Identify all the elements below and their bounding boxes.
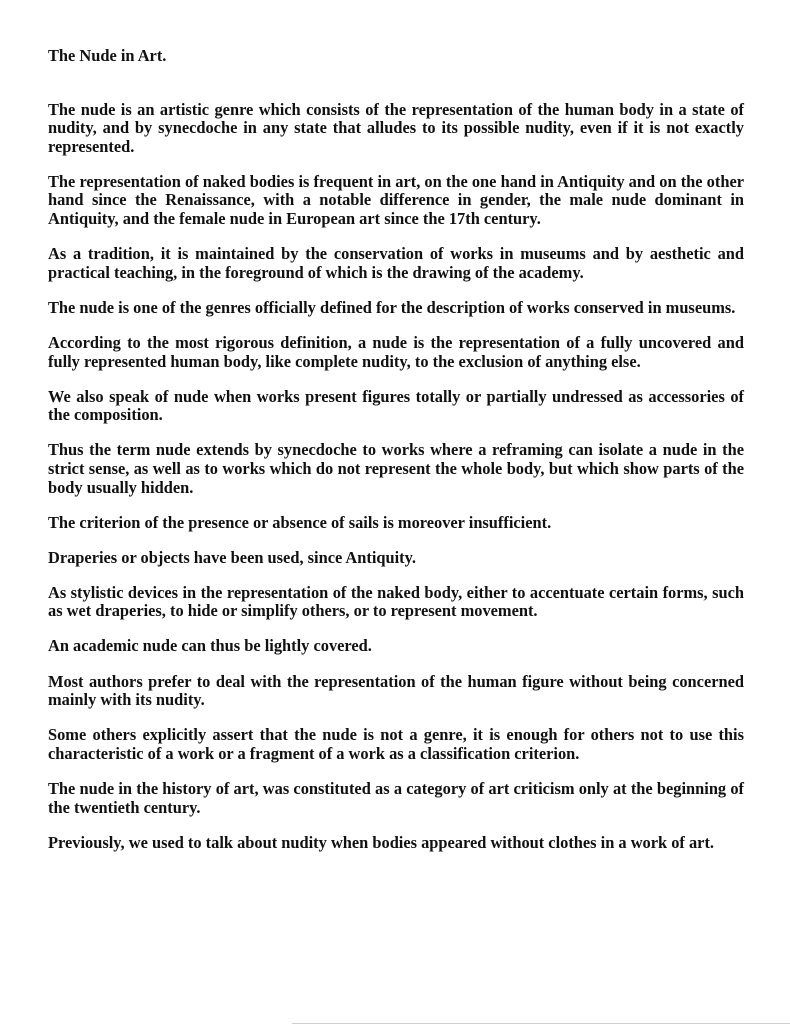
paragraph-9: Draperies or objects have been used, since Antiquity. (48, 547, 417, 567)
paragraph-12: Most authors prefer to deal with the representation of the human figure without being concerned mainly with its nudity. (48, 671, 744, 710)
paragraph-14: The nude in the history of art, was constituted as a category of art criticism only at the beginning of the twentieth century. (48, 778, 744, 817)
document-page (48, 47, 744, 869)
paragraph-13: Some others explicitly assert that the nude is not a genre, it is enough for others not to use this characteristic of a work or a fragment of a work as a classification criterion. (48, 725, 744, 763)
paragraph-4: The nude is one of the genres officially defined for the description of works conserved in museums. (48, 297, 736, 317)
paragraph-11: An academic nude can thus be lightly covered. (48, 636, 372, 656)
document-title: The Nude in Art. (48, 46, 167, 65)
paragraph-10: As stylistic devices in the representation of the naked body, either to accentuate certain forms, such as wet draperies, to hide or simplify others, or to represent movement. (48, 582, 744, 621)
paragraph-3: As a tradition, it is maintained by the conservation of works in museums and by aesthetic and practical teaching, in the foreground of which is the drawing of the academy. (48, 244, 744, 282)
paragraph-15: Previously, we used to talk about nudity when bodies appeared without clothes in a work of art. (48, 832, 715, 852)
paragraph-6: We also speak of nude when works present figures totally or partially undressed as accessories of the composition. (48, 386, 744, 425)
paragraph-5: According to the most rigorous definition, a nude is the representation of a fully uncovered and fully represented human body, like complete nudity, to the exclusion of anything else. (48, 332, 744, 371)
paragraph-1: The nude is an artistic genre which consists of the representation of the human body in a state of nudity, and by synecdoche in any state that alludes to its possible nudity, even if it is not exactly represented. (48, 99, 744, 156)
paragraph-8: The criterion of the presence or absence of sails is moreover insufficient. (48, 512, 552, 532)
paragraph-7: Thus the term nude extends by synecdoche to works where a reframing can isolate a nude in the strict sense, as well as to works which do not represent the whole body, but which show parts of the body usually hidden. (48, 440, 744, 497)
paragraph-2: The representation of naked bodies is frequent in art, on the one hand in Antiquity and on the other hand since the Renaissance, with a notable difference in gender, the male nude dominant in Antiquity, and the female nude in European art since the 17th century. (48, 171, 744, 229)
